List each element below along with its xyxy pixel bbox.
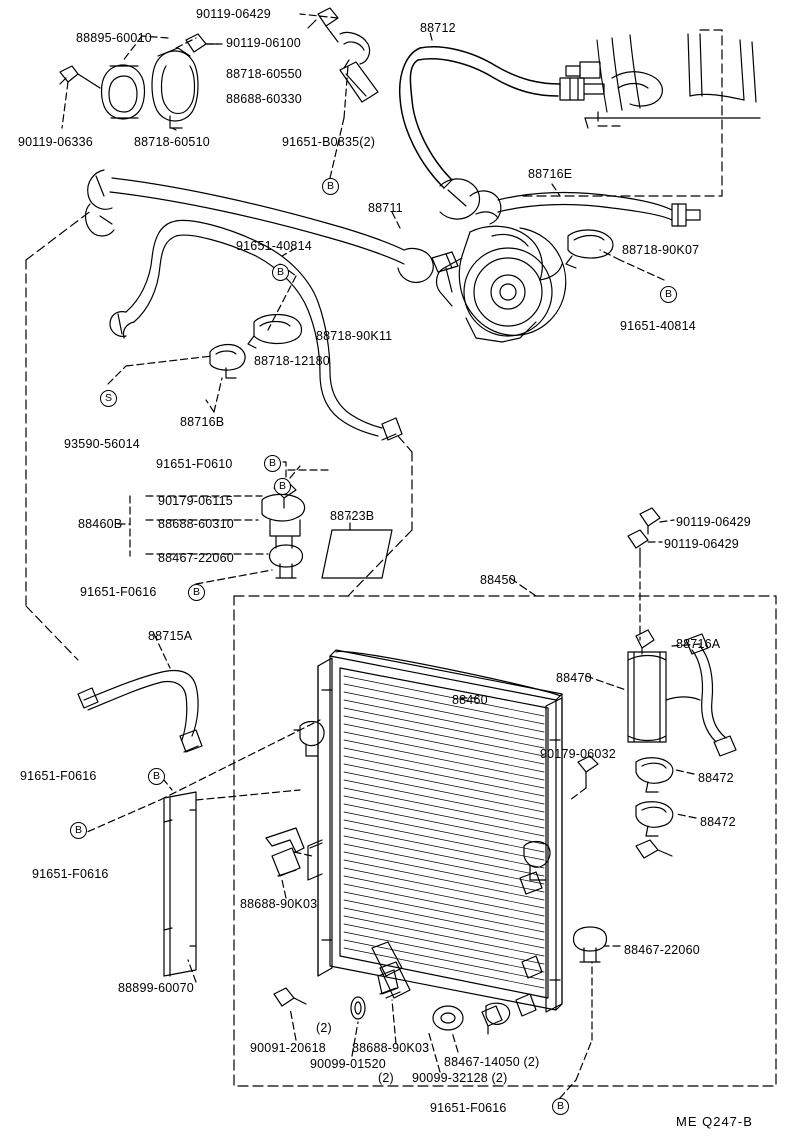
marker-b: B xyxy=(272,264,289,281)
part-label: 88688-90K03 xyxy=(352,1041,430,1055)
part-label: 91651-F0616 xyxy=(32,867,109,881)
part-label: 88723B xyxy=(330,509,375,523)
part-label: 93590-56014 xyxy=(64,437,140,451)
part-label: 90179-06115 xyxy=(158,494,233,508)
part-label: 88899-60070 xyxy=(118,981,194,995)
marker-b: B xyxy=(322,178,339,195)
marker-b: B xyxy=(264,455,281,472)
part-label: 88688-90K03 xyxy=(240,897,318,911)
part-label: 90119-06429 xyxy=(664,537,739,551)
part-label: 88472 xyxy=(698,771,734,785)
part-label: 88718-60550 xyxy=(226,67,302,81)
part-label: (2) xyxy=(378,1071,394,1085)
part-label: 90119-06336 xyxy=(18,135,93,149)
part-label: 88460B xyxy=(78,517,123,531)
part-label: 88688-60310 xyxy=(158,517,234,531)
marker-b: B xyxy=(660,286,677,303)
part-label: 88716E xyxy=(528,167,573,181)
part-label: 91651-F0616 xyxy=(80,585,157,599)
part-label: 91651-40814 xyxy=(236,239,312,253)
part-label: 91651-F0616 xyxy=(430,1101,507,1115)
part-label: 91651-40814 xyxy=(620,319,696,333)
part-label: 88711 xyxy=(368,201,403,215)
part-label: 90179-06032 xyxy=(540,747,616,761)
part-label: 90119-06100 xyxy=(226,36,301,50)
part-label: 91651-F0610 xyxy=(156,457,233,471)
marker-b: B xyxy=(274,478,291,495)
part-label: 88460 xyxy=(452,693,488,707)
part-label: 88712 xyxy=(420,21,456,35)
part-label: 90119-06429 xyxy=(676,515,751,529)
part-label: 90119-06429 xyxy=(196,7,271,21)
part-label: (2) xyxy=(316,1021,332,1035)
marker-b: B xyxy=(188,584,205,601)
part-label: 88472 xyxy=(700,815,736,829)
part-label: 90099-01520 xyxy=(310,1057,386,1071)
marker-s: S xyxy=(100,390,117,407)
part-label: 88895-60010 xyxy=(76,31,152,45)
part-label: 88716A xyxy=(676,637,721,651)
part-label: 88450 xyxy=(480,573,516,587)
diagram-footer-code: ME Q247-B xyxy=(676,1114,753,1129)
part-label: 88718-90K11 xyxy=(316,329,393,343)
marker-b: B xyxy=(148,768,165,785)
part-label: 88718-90K07 xyxy=(622,243,700,257)
part-label: 88688-60330 xyxy=(226,92,302,106)
marker-b: B xyxy=(552,1098,569,1115)
part-label: 88470 xyxy=(556,671,592,685)
part-label: 88467-22060 xyxy=(624,943,700,957)
part-label: 88467-14050 (2) xyxy=(444,1055,540,1069)
part-label: 88715A xyxy=(148,629,193,643)
part-label: 90099-32128 (2) xyxy=(412,1071,508,1085)
part-label: 90091-20618 xyxy=(250,1041,326,1055)
part-label: 91651-B0835(2) xyxy=(282,135,376,149)
marker-b: B xyxy=(70,822,87,839)
part-label: 88718-12180 xyxy=(254,354,330,368)
part-label: 91651-F0616 xyxy=(20,769,97,783)
part-label: 88716B xyxy=(180,415,225,429)
part-label: 88467-22060 xyxy=(158,551,234,565)
part-label: 88718-60510 xyxy=(134,135,210,149)
